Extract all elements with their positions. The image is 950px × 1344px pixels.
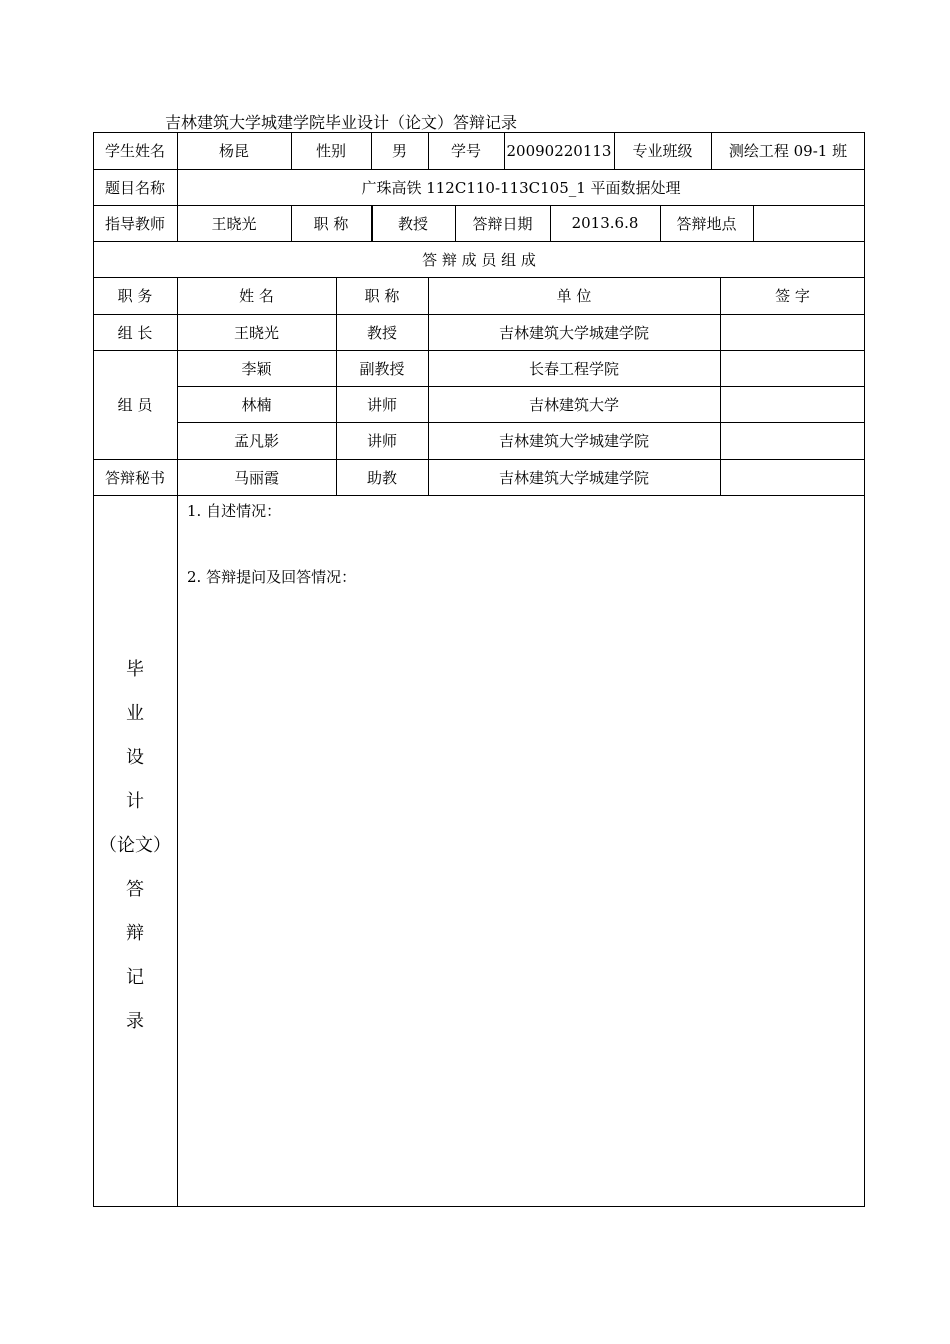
advisor-title-value: 教授 (397, 214, 428, 233)
member-signature (720, 422, 865, 459)
student-id-label: 学号 (450, 142, 481, 160)
member-title: 讲师 (366, 395, 397, 414)
side-label-char: 业 (126, 703, 144, 724)
member-unit: 吉林建筑大学 (528, 395, 619, 414)
student-name-label: 学生姓名 (104, 142, 165, 160)
side-label-char: 记 (126, 967, 144, 988)
member-unit: 吉林建筑大学城建学院 (498, 432, 649, 450)
member-title: 副教授 (359, 359, 405, 378)
side-label-char: （论文） (99, 835, 171, 856)
member-name: 李颖 (241, 359, 272, 378)
side-label-char: 设 (126, 747, 144, 768)
role-secretary: 答辩秘书 (104, 468, 165, 487)
class-value: 测绘工程 09-1 班 (728, 142, 848, 160)
defense-date-label: 答辩日期 (472, 214, 533, 233)
advisor-value: 王晓光 (211, 214, 257, 233)
class-label: 专业班级 (632, 142, 693, 160)
member-signature (720, 459, 865, 495)
role-member: 组 员 (117, 396, 153, 414)
column-header-title: 职 称 (364, 287, 400, 305)
member-unit: 长春工程学院 (528, 359, 619, 378)
side-label-char: 毕 (126, 659, 144, 680)
column-header-signature: 签 字 (775, 287, 810, 305)
member-name: 马丽霞 (233, 468, 279, 487)
committee-heading: 答 辩 成 员 组 成 (422, 250, 536, 269)
student-name-value: 杨昆 (218, 142, 249, 160)
member-name: 孟凡影 (233, 432, 279, 450)
role-leader: 组 长 (117, 323, 153, 342)
gender-label: 性别 (315, 142, 346, 160)
member-unit: 吉林建筑大学城建学院 (498, 468, 649, 487)
advisor-title-label: 职 称 (313, 214, 349, 233)
column-header-name: 姓 名 (239, 287, 274, 305)
member-name: 林楠 (241, 395, 272, 414)
member-signature (720, 350, 865, 386)
defense-place-value (753, 205, 865, 241)
side-label-char: 辩 (126, 923, 144, 944)
member-title: 教授 (366, 323, 397, 342)
col-divider (177, 495, 178, 1207)
row-divider (93, 495, 865, 496)
side-label-char: 答 (126, 879, 144, 900)
record-side-label (93, 655, 177, 1051)
member-signature (720, 314, 865, 350)
column-header-role: 职 务 (117, 287, 153, 305)
advisor-label: 指导教师 (104, 214, 165, 233)
column-header-unit: 单 位 (556, 287, 592, 305)
member-title: 讲师 (366, 432, 397, 450)
gender-value: 男 (391, 142, 407, 160)
qa-heading: 2. 答辩提问及回答情况： (187, 568, 357, 586)
student-id-value: 20090220113 (506, 141, 612, 160)
member-unit: 吉林建筑大学城建学院 (498, 323, 649, 342)
topic-label: 题目名称 (104, 178, 165, 197)
topic-value: 广珠高铁 112C110-113C105_1 平面数据处理 (361, 178, 681, 197)
member-title: 助教 (366, 468, 397, 487)
defense-place-label: 答辩地点 (676, 214, 737, 233)
side-label-char: 计 (126, 791, 144, 812)
side-label-char: 录 (126, 1011, 144, 1032)
document-title: 吉林建筑大学城建学院毕业设计（论文）答辩记录 (165, 113, 518, 132)
defense-date-value: 2013.6.8 (571, 214, 639, 232)
member-signature (720, 386, 865, 422)
member-name: 王晓光 (233, 323, 279, 342)
self-statement-heading: 1. 自述情况： (187, 502, 282, 520)
